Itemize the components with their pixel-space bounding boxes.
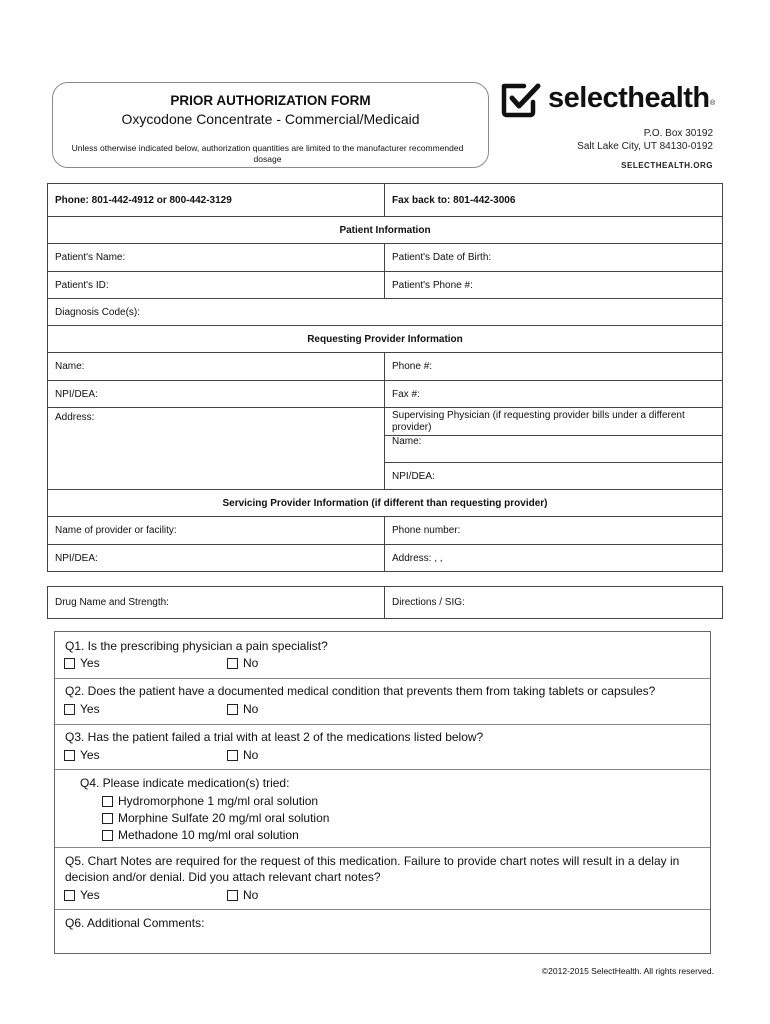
q3-text: Q3. Has the patient failed a trial with at least 2 of the medications listed below? [65, 730, 484, 744]
fax-label: Fax back to: 801-442-3006 [385, 184, 723, 217]
q5-no-option[interactable] [227, 888, 258, 902]
requesting-provider-heading: Requesting Provider Information [48, 326, 723, 353]
form-note: Unless otherwise indicated below, authorization quantities are limited to the manufacturer recommended dosage [71, 143, 464, 164]
form-title: PRIOR AUTHORIZATION FORM [170, 93, 371, 108]
yes-label: Yes [80, 888, 100, 902]
checkbox-icon[interactable] [227, 890, 238, 901]
checkbox-icon[interactable] [227, 704, 238, 715]
checkbox-icon[interactable] [64, 658, 75, 669]
supervising-name-field[interactable]: Name: [385, 436, 723, 463]
no-label: No [243, 656, 259, 670]
provider-address-field[interactable]: Address: [48, 408, 385, 490]
provider-phone-field[interactable]: Phone #: [385, 353, 723, 381]
q3-no-option[interactable] [227, 748, 258, 762]
yes-label: Yes [80, 748, 100, 762]
servicing-provider-heading: Servicing Provider Information (if different than requesting provider) [48, 490, 723, 517]
patient-info-heading: Patient Information [48, 217, 723, 244]
option-label: Hydromorphone 1 mg/ml oral solution [118, 794, 319, 808]
diagnosis-field[interactable]: Diagnosis Code(s): [48, 299, 723, 326]
q4-text: Q4. Please indicate medication(s) tried: [80, 776, 290, 790]
yes-label: Yes [80, 656, 100, 670]
q4-option-hydromorphone[interactable] [102, 794, 318, 808]
brand-trademark: ® [710, 100, 716, 107]
patient-phone-field[interactable]: Patient's Phone #: [385, 272, 723, 299]
supervising-physician-label: Supervising Physician (if requesting provider bills under a different provider) [385, 408, 723, 436]
option-label: Methadone 10 mg/ml oral solution [118, 828, 299, 842]
supervising-npi-field[interactable]: NPI/DEA: [385, 463, 723, 490]
form-subtitle: Oxycodone Concentrate - Commercial/Medicaid [121, 111, 420, 127]
q1-text: Q1. Is the prescribing physician a pain specialist? [65, 639, 328, 653]
address-line-2: Salt Lake City, UT 84130-0192 [577, 141, 713, 152]
question-q2 [55, 678, 710, 725]
q5-yes-option[interactable] [64, 888, 100, 902]
website: SELECTHEALTH.ORG [621, 161, 713, 170]
q1-yes-option[interactable] [64, 656, 100, 670]
question-q1 [55, 632, 710, 679]
patient-id-field[interactable]: Patient's ID: [48, 272, 385, 299]
drug-table [47, 586, 723, 619]
q3-yes-option[interactable] [64, 748, 100, 762]
checkbox-icon[interactable] [102, 796, 113, 807]
servicing-name-field[interactable]: Name of provider or facility: [48, 517, 385, 545]
q4-option-morphine[interactable] [102, 811, 329, 825]
question-q3 [55, 724, 710, 770]
checkbox-icon[interactable] [102, 830, 113, 841]
servicing-phone-field[interactable]: Phone number: [385, 517, 723, 545]
brand-name: selecthealth [548, 82, 710, 114]
info-table [47, 183, 723, 572]
copyright-footer: ©2012-2015 SelectHealth. All rights reserved. [541, 966, 714, 976]
checkbox-icon[interactable] [102, 813, 113, 824]
questions-section [54, 631, 711, 954]
checkbox-icon[interactable] [64, 704, 75, 715]
provider-name-field[interactable]: Name: [48, 353, 385, 381]
selecthealth-logo [500, 82, 720, 118]
phone-label: Phone: 801-442-4912 or 800-442-3129 [48, 184, 385, 217]
option-label: Morphine Sulfate 20 mg/ml oral solution [118, 811, 330, 825]
patient-dob-field[interactable]: Patient's Date of Birth: [385, 244, 723, 272]
servicing-npi-field[interactable]: NPI/DEA: [48, 545, 385, 572]
checkbox-icon[interactable] [227, 750, 238, 761]
q2-yes-option[interactable] [64, 702, 100, 716]
servicing-address-field[interactable]: Address: , , [385, 545, 723, 572]
checkbox-icon[interactable] [64, 750, 75, 761]
no-label: No [243, 748, 259, 762]
checkbox-icon[interactable] [64, 890, 75, 901]
provider-fax-field[interactable]: Fax #: [385, 381, 723, 408]
address-line-1: P.O. Box 30192 [643, 128, 713, 139]
q6-text: Q6. Additional Comments: [65, 916, 205, 930]
question-q5 [55, 847, 710, 910]
no-label: No [243, 702, 259, 716]
yes-label: Yes [80, 702, 100, 716]
q5-text: Q5. Chart Notes are required for the request of this medication. Failure to provide chart notes will result in a delay in decision and/or denial. Did you attach relevant chart notes? [65, 854, 680, 884]
q4-option-methadone[interactable] [102, 828, 299, 842]
provider-npi-field[interactable]: NPI/DEA: [48, 381, 385, 408]
patient-name-field[interactable]: Patient's Name: [48, 244, 385, 272]
q2-text: Q2. Does the patient have a documented medical condition that prevents them from taking tablets or capsules? [65, 684, 656, 698]
form-header [52, 82, 489, 168]
q2-no-option[interactable] [227, 702, 258, 716]
checkbox-icon[interactable] [227, 658, 238, 669]
drug-name-field[interactable]: Drug Name and Strength: [48, 587, 385, 619]
q1-no-option[interactable] [227, 656, 258, 670]
no-label: No [243, 888, 259, 902]
question-q6[interactable] [55, 909, 710, 953]
question-q4 [55, 769, 710, 848]
directions-field[interactable]: Directions / SIG: [385, 587, 723, 619]
check-heart-logo-icon [500, 82, 544, 118]
